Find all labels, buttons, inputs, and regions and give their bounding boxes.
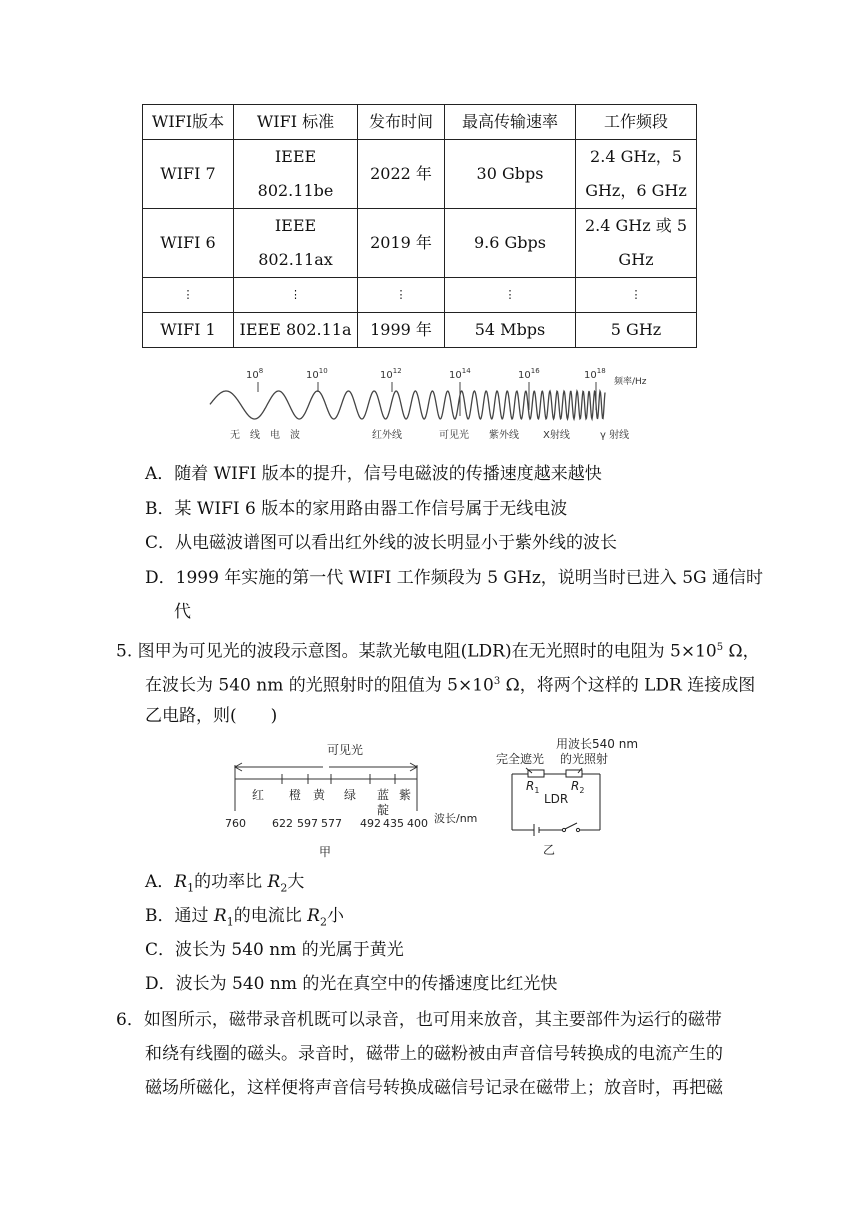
spectrum-figure xyxy=(200,358,670,450)
figure-caption: 乙 xyxy=(543,843,556,857)
table-cell: WIFI 6 xyxy=(143,209,234,278)
freq-tick: $10^{18}$ xyxy=(584,367,606,381)
q4-option-c: C．从电磁波谱图可以看出红外线的波长明显小于紫外线的波长 xyxy=(145,533,618,553)
q6-stem-line: 磁场所磁化，这样便将声音信号转换成磁信号记录在磁带上；放音时，再把磁 xyxy=(145,1078,723,1098)
axis-label: 频率/Hz xyxy=(614,377,647,387)
table-cell: 9.6 Gbps xyxy=(445,209,576,278)
dark-label: 完全遮光 xyxy=(496,752,545,766)
band-color-label: 红 xyxy=(252,788,265,802)
ldr-circuit-figure xyxy=(490,732,650,860)
wavelength-tick: 435 xyxy=(383,817,404,830)
table-cell: 54 Mbps xyxy=(445,313,576,348)
band-color-label: 绿 xyxy=(344,788,357,802)
table-cell: ⋮ xyxy=(445,278,576,313)
q6-stem-line: 6．如图所示，磁带录音机既可以录音，也可用来放音，其主要部件为运行的磁带 xyxy=(116,1010,722,1030)
table-header-row xyxy=(143,105,697,140)
q4-option-d-cont: 代 xyxy=(174,602,191,622)
q5-stem-line: 5. 图甲为可见光的波段示意图。某款光敏电阻(LDR)在无光照时的电阻为 $5\times 10^5$ Ω， xyxy=(116,641,760,662)
wifi-table xyxy=(142,104,697,348)
band-label: 无 线 电 波 xyxy=(230,430,300,441)
q5-stem-line: 乙电路，则( ) xyxy=(145,706,278,726)
table-row xyxy=(143,140,697,209)
band-label: 可见光 xyxy=(439,430,469,441)
visible-light-figure xyxy=(222,734,492,860)
freq-tick: $10^{10}$ xyxy=(306,367,328,381)
table-cell: 30 Gbps xyxy=(445,140,576,209)
table-row xyxy=(143,313,697,348)
table-cell: 2022 年 xyxy=(358,140,445,209)
figure-title: 可见光 xyxy=(327,743,364,757)
q5-option-a: A．$R_1$的功率比 $R_2$大 xyxy=(145,872,305,895)
band-color-label: 蓝 xyxy=(377,788,390,802)
r1-label: $R_1$ xyxy=(526,779,540,795)
table-header-cell: 最高传输速率 xyxy=(445,105,576,140)
wavelength-tick: 400 xyxy=(407,817,428,830)
table-cell: WIFI 7 xyxy=(143,140,234,209)
freq-tick: $10^{12}$ xyxy=(380,367,402,381)
light-label: 的光照射 xyxy=(560,752,609,766)
q4-option-d: D．1999 年实施的第一代 WIFI 工作频段为 5 GHz，说明当时已进入 5G 通信时 xyxy=(145,568,763,588)
band-color-label: 靛 xyxy=(377,803,390,817)
q5-option-c: C．波长为 540 nm 的光属于黄光 xyxy=(145,940,404,960)
cell-line: GHz xyxy=(618,250,654,269)
freq-tick: $10^{16}$ xyxy=(518,367,540,381)
wavelength-tick: 622 xyxy=(272,817,293,830)
band-label: 紫外线 xyxy=(489,430,519,441)
table-cell: WIFI 1 xyxy=(143,313,234,348)
table-cell: 5 GHz xyxy=(576,313,697,348)
table-cell: ⋮ xyxy=(234,278,358,313)
wavelength-tick: 760 xyxy=(225,817,246,830)
freq-tick: $10^{14}$ xyxy=(449,367,471,381)
table-header-cell: WIFI 标准 xyxy=(234,105,358,140)
q4-option-a: A．随着 WIFI 版本的提升，信号电磁波的传播速度越来越快 xyxy=(145,464,602,484)
table-header-cell: WIFI版本 xyxy=(143,105,234,140)
switch-contact xyxy=(576,828,579,831)
q6-stem-line: 和绕有线圈的磁头。录音时，磁带上的磁粉被由声音信号转换成的电流产生的 xyxy=(145,1044,723,1064)
table-row xyxy=(143,209,697,278)
freq-tick: $10^8$ xyxy=(246,367,264,381)
q4-option-b: B．某 WIFI 6 版本的家用路由器工作信号属于无线电波 xyxy=(145,499,568,519)
band-label: X射线 xyxy=(543,430,570,441)
table-cell xyxy=(576,140,697,209)
table-cell: IEEE 802.11be xyxy=(234,140,358,209)
band-label: γ 射线 xyxy=(600,430,630,441)
table-cell: IEEE 802.11ax xyxy=(234,209,358,278)
table-cell: IEEE 802.11a xyxy=(234,313,358,348)
wavelength-tick: 597 xyxy=(297,817,318,830)
table-cell: 2019 年 xyxy=(358,209,445,278)
band-label: 红外线 xyxy=(372,430,402,441)
cell-line: 2.4 GHz，5 xyxy=(590,147,682,166)
table-cell: ⋮ xyxy=(143,278,234,313)
q5-stem-line: 在波长为 540 nm 的光照射时的阻值为 $5\times 10^3$ Ω，将两个这样的 LDR 连接成图 xyxy=(145,675,756,696)
table-cell: ⋮ xyxy=(358,278,445,313)
q5-option-d: D．波长为 540 nm 的光在真空中的传播速度比红光快 xyxy=(145,974,558,994)
table-cell: ⋮ xyxy=(576,278,697,313)
figure-caption: 甲 xyxy=(319,845,332,859)
em-wave xyxy=(210,391,605,419)
band-color-label: 橙 xyxy=(289,788,302,802)
table-row xyxy=(143,278,697,313)
light-label: 用波长540 nm xyxy=(556,737,639,751)
cell-line: 2.4 GHz 或 5 xyxy=(584,216,688,235)
ldr-label: LDR xyxy=(544,792,569,806)
wavelength-tick: 492 xyxy=(360,817,381,830)
wavelength-tick: 577 xyxy=(321,817,342,830)
band-color-label: 紫 xyxy=(399,788,412,802)
band-color-label: 黄 xyxy=(313,788,326,802)
axis-label: 波长/nm xyxy=(434,812,478,825)
r2-label: $R_2$ xyxy=(571,779,585,795)
switch-lever xyxy=(565,823,577,829)
table-header-cell: 发布时间 xyxy=(358,105,445,140)
table-cell: 1999 年 xyxy=(358,313,445,348)
q5-option-b: B．通过 $R_1$的电流比 $R_2$小 xyxy=(145,906,344,929)
table-cell xyxy=(576,209,697,278)
table-header-cell: 工作频段 xyxy=(576,105,697,140)
cell-line: GHz，6 GHz xyxy=(585,181,687,200)
